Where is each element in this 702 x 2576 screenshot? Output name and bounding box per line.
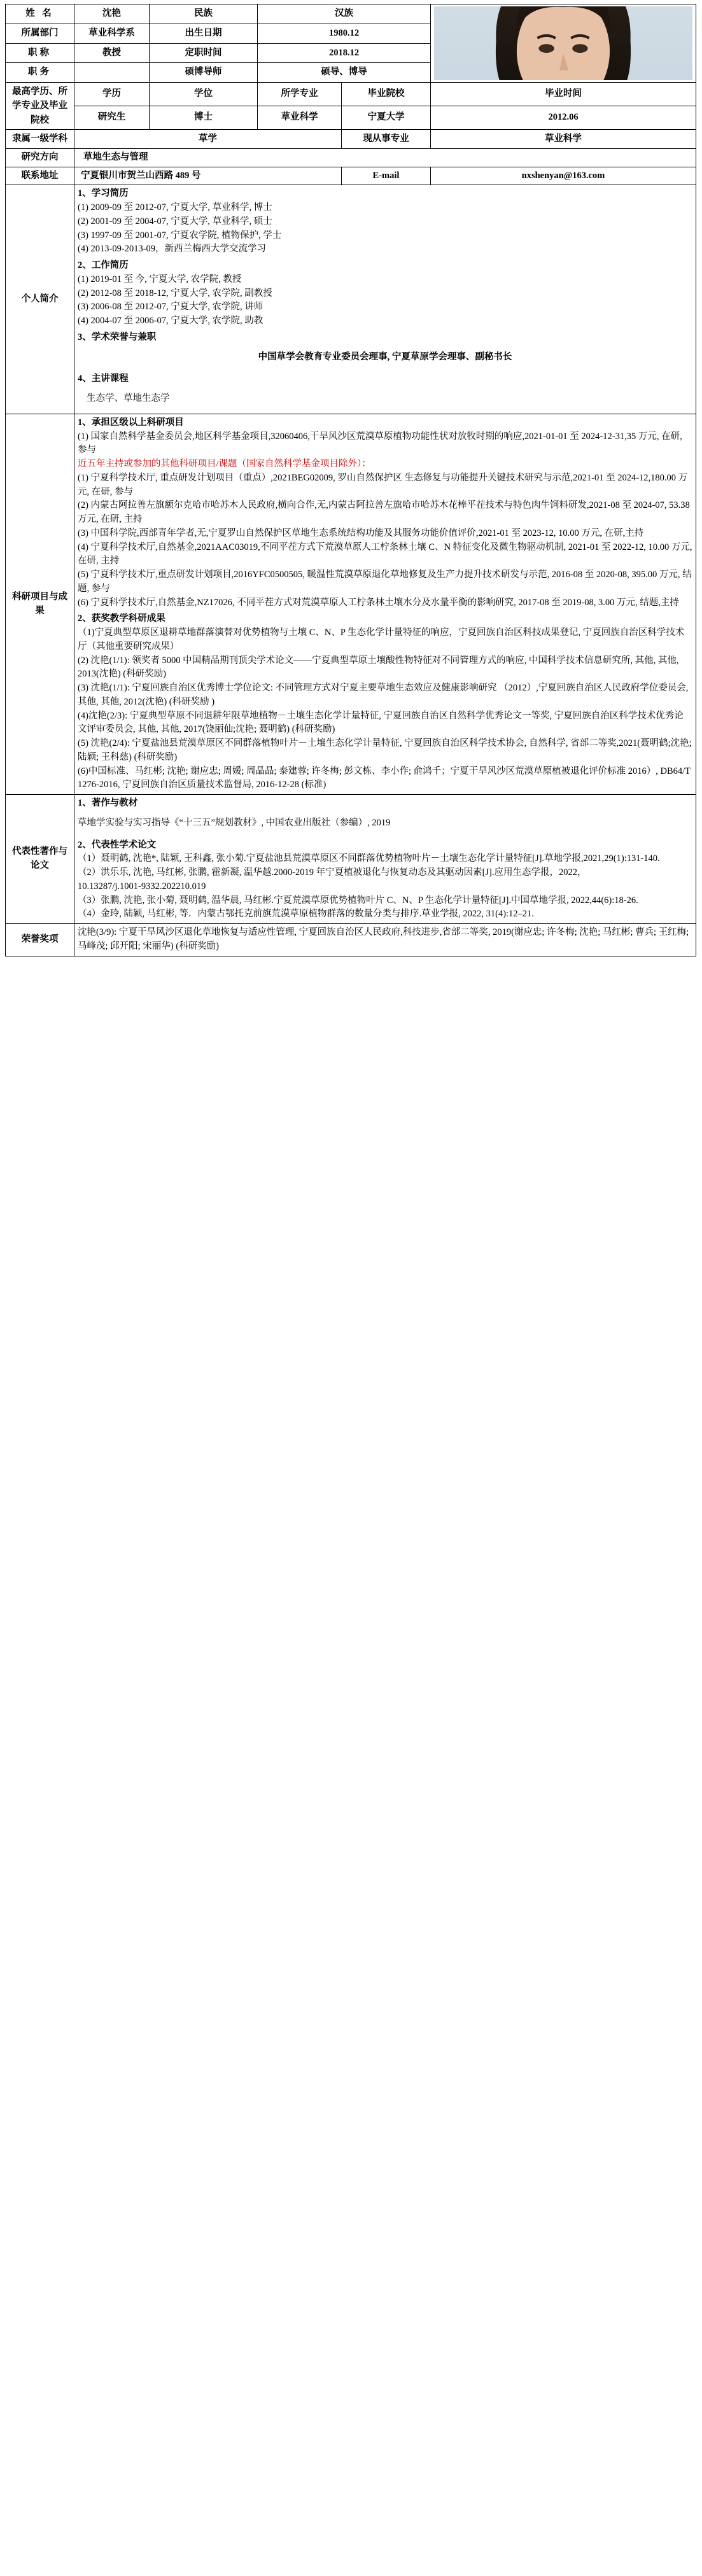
profile-heading-courses: 4、主讲课程 [78,374,129,384]
value-email: nxshenyan@163.com [431,167,696,185]
profile-heading-work: 2、工作简历 [78,260,129,271]
label-publications [6,795,74,924]
row-education-headers [6,83,696,106]
books-heading: 1、著作与教材 [78,798,138,809]
value-title-date: 2018.12 [258,43,431,63]
profile-work-3: (3) 2006-08 至 2012-07, 宁夏大学, 农学院, 讲师 [78,302,263,312]
profile-study-3: (3) 1997-09 至 2001-07, 宁夏农学院, 植物保护, 学士 [78,230,282,241]
award-item-3: (3) 沈艳(1/1): 宁夏回族自治区优秀博士学位论文: 不同管理方式对宁夏主要草地生态效应及健康影响研究 （2012）,宁夏回族自治区人民政府学位委员会, 其他, 其他, 2012(沈艳) (科研奖励 ) [78,683,689,707]
label-title: 职称 [6,43,74,63]
project-item-5: (4) 宁夏科学技术厅,自然基金,2021AAC03019,不同平茬方式下荒漠草原人工柠条林土壤 C、N 特征变化及微生物驱动机制, 2021-01 至 2022-12, 10.00 万元, 在研, 主持 [78,542,692,566]
projects-red-note: 近五年主持或参加的其他科研项目/课题（国家自然科学基金项目除外）： [78,459,371,470]
award-item-2: (2) 沈艳(1/1): 领奖者 5000 中国精品期刊顶尖学术论文——宁夏典型草原土壤酸性物特征对不同管理方式的响应, 中国科学技术信息研究所, 其他, 其他, 2013(沈艳) (科研奖励) [78,655,679,680]
projects-heading-2: 2、获奖教学科研成果 [78,613,165,624]
paper-item-3: 10.13287/j.1001-9332.202210.019 [78,881,206,892]
profile-study-1: (1) 2009-09 至 2012-07, 宁夏大学, 草业科学, 博士 [78,202,272,213]
project-item-7: (6) 宁夏科学技术厅,自然基金,NZ17026, 不同平茬方式对荒漠草原人工柠条林土壤水分及水量平衡的影响研究, 2017-08 至 2019-08, 3.00 万元, 结题,主持 [78,597,679,608]
profile-honors-1: 中国草学会教育专业委员会理事, 宁夏草原学会理事、副秘书长 [258,351,512,362]
row-projects [6,414,696,794]
value-degree-level: 研究生 [74,106,150,130]
cv-page [0,0,702,963]
profile-heading-honors: 3、学术荣誉与兼职 [78,332,157,342]
value-current-major: 草业科学 [431,130,696,148]
col-major: 所学专业 [258,83,342,106]
profile-work-2: (2) 2012-08 至 2018-12, 宁夏大学, 农学院, 副教授 [78,288,272,298]
value-school: 宁夏大学 [342,106,431,130]
project-item-4: (3) 中国科学院,西部青年学者,无,宁夏罗山自然保护区草地生态系统结构功能及其服务功能价值评价,2021-01 至 2023-12, 10.00 万元, 在研,主持 [78,528,644,538]
value-research-direction: 草地生态与管理 [74,148,696,167]
col-degree: 学位 [150,83,258,106]
value-discipline: 草学 [74,130,342,148]
value-post [74,63,150,83]
row-education-values [6,106,696,130]
spacer-6 [78,830,692,836]
row-profile [6,185,696,414]
label-title-date: 定职时间 [150,43,258,63]
value-department: 草业科学系 [74,24,150,43]
label-publications-text: 代表性著作与论文 [12,846,67,871]
projects-content [74,414,696,794]
value-name: 沈艳 [74,4,150,24]
label-ethnicity: 民族 [150,4,258,24]
spacer-5 [78,811,692,816]
award-item-4: (4)沈艳(2/3): 宁夏典型草原不同退耕年限草地植物－土壤生态化学计量特征, 宁夏回族自治区自然科学优秀论文一等奖, 宁夏回族自治区科学技术优秀论文评审委员会, 其他, 其他, 2017(饶丽仙;沈艳; 聂明鹤) (科研奖励) [78,710,684,735]
project-item-2: (1) 宁夏科学技术厅, 重点研发计划项目（重点）,2021BEG02009, 罗山自然保护区 生态修复与功能提升关键技术研究与示范,2021-01 至 2024-12,180.00 万元, 在研, 参与 [78,472,688,497]
label-birthdate: 出生日期 [150,24,258,43]
row-contact [6,167,696,185]
photo-cell [431,4,696,83]
row-discipline [6,130,696,148]
label-education [6,83,74,130]
profile-work-4: (4) 2004-07 至 2006-07, 宁夏大学, 农学院, 助教 [78,316,263,326]
label-discipline: 隶属一级学科 [6,130,74,148]
row-name [6,4,696,24]
label-profile: 个人简介 [6,185,74,414]
cv-table [5,4,696,956]
label-advisor: 硕博导师 [150,63,258,83]
label-address: 联系地址 [6,167,74,185]
label-projects [6,414,74,794]
book-item-1: 草地学实验与实习指导《“十三五”规划教材》, 中国农业出版社（参编）, 2019 [78,817,391,828]
value-birthdate: 1980.12 [258,24,431,43]
label-current-major: 现从事专业 [342,130,431,148]
spacer-2 [78,364,692,370]
label-name: 姓 名 [6,4,74,24]
row-publications [6,795,696,924]
award-item-1: （1)宁夏典型草原区退耕草地群落演替对优势植物与土壤 C、N、P 生态化学计量特征的响应，宁夏回族自治区科技成果登记, 宁夏回族自治区科学技术厅（其他重要研究成果） [78,627,685,652]
row-awards [6,924,696,956]
value-major: 草业科学 [258,106,342,130]
label-education-text: 最高学历、所学专业及毕业院校 [12,87,67,125]
profile-heading-study: 1、学习简历 [78,188,129,199]
spacer-4 [78,406,692,412]
awards-content [74,924,696,956]
label-projects-text: 科研项目与成果 [12,591,67,616]
row-research-direction [6,148,696,167]
label-post: 职务 [6,63,74,83]
spacer-3 [78,386,692,392]
paper-item-1: （1）聂明鹤, 沈艳*, 陆颖, 王科鑫, 张小菊.宁夏盐池县荒漠草原区不同群落优势植物叶片－土壤生态化学计量特征[J].草地学报,2021,29(1):131-140. [78,853,660,864]
profile-work-1: (1) 2019-01 至 今, 宁夏大学, 农学院, 教授 [78,274,242,284]
project-item-6: (5) 宁夏科学技术厅,重点研发计划项目,2016YFC0500505, 暖温性荒漠草原退化草地修复及生产力提升技术研发与示范, 2016-08 至 2020-08, 395.00 万元, 结题, 参与 [78,570,692,594]
value-ethnicity: 汉族 [258,4,431,24]
value-grad-date: 2012.06 [431,106,696,130]
col-school: 毕业院校 [342,83,431,106]
profile-study-4: (4) 2013-09-2013-09，新西兰梅西大学交流学习 [78,244,267,255]
value-degree: 博士 [150,106,258,130]
label-awards: 荣誉奖项 [6,924,74,956]
award-item-6: (6)中国标准、马红彬; 沈艳; 谢应忠; 周媛; 周晶晶; 泰建蓉; 许冬梅; 彭文栋、李小作; 俞鸿千；宁夏干旱风沙区荒漠草原植被退化评价标准 2016）, DB64/T 1276-2016, 宁夏回族自治区质量技术监督局, 2016-12-28 (标准) [78,766,691,790]
project-item-1: (1) 国家自然科学基金委员会,地区科学基金项目,32060406,干旱风沙区荒漠草原植物功能性状对放牧时期的响应,2021-01-01 至 2024-12-31,35 万元, 在研, 参与 [78,431,682,456]
profile-content [74,185,696,414]
profile-courses-1: 生态学、草地生态学 [87,393,170,404]
portrait-photo [434,6,692,80]
value-title: 教授 [74,43,150,63]
paper-item-5: （4）金玲, 陆颖, 马红彬, 等．内蒙古鄂托克前旗荒漠草原植物群落的数量分类与排序.草业学报, 2022, 31(4):12–21. [78,909,534,920]
label-research-direction: 研究方向 [6,148,74,167]
spacer-1 [78,345,692,351]
label-department: 所属部门 [6,24,74,43]
publications-content [74,795,696,924]
col-grad-date: 毕业时间 [431,83,696,106]
col-degree-level: 学历 [74,83,150,106]
paper-item-2: （2）洪乐乐, 沈艳, 马红彬, 张鹏, 霍新凝, 温华越.2000-2019 年宁夏植被退化与恢复动态及其驱动因素[J].应用生态学报，2022， [78,867,587,878]
award-item-5: (5) 沈艳(2/4): 宁夏盐池县荒漠草原区不同群落植物叶片－土壤生态化学计量特征, 宁夏回族自治区科学技术协会, 自然科学, 省部二等奖,2021(聂明鹤;沈艳; 陆颖; 王科慈) (科研奖励) [78,738,692,762]
paper-item-4: （3）张鹏, 沈艳, 张小菊, 聂明鹤, 温华晨, 马红彬.宁夏荒漠草原优势植物叶片 C、N、P 生态化学计量特征[J].中国草地学报, 2022,44(6):18-26. [78,895,638,906]
projects-heading-1: 1、承担区级以上科研项目 [78,417,184,428]
value-advisor: 硕导、博导 [258,63,431,83]
papers-heading: 2、代表性学术论文 [78,839,157,850]
label-email: E-mail [342,167,431,185]
honor-item-1: 沈艳(3/9): 宁夏干旱风沙区退化草地恢复与适应性管理, 宁夏回族自治区人民政府,科技进步,省部二等奖, 2019(谢应忠; 许冬梅; 沈艳; 马红彬; 曹兵; 王红梅; 马峰茂; 邱开阳; 宋丽华) (科研奖励) [78,927,689,951]
value-address: 宁夏银川市贺兰山西路 489 号 [74,167,342,185]
profile-study-2: (2) 2001-09 至 2004-07, 宁夏大学, 草业科学, 硕士 [78,216,272,227]
project-item-3: (2) 内蒙古阿拉善左旗额尔克哈市哈苏木人民政府,横向合作,无,内蒙古阿拉善左旗哈市哈苏木花棒平茬技术与特色肉牛饲料研发,2021-08 至 2024-07, 53.38 万元, 在研, 主持 [78,500,690,525]
